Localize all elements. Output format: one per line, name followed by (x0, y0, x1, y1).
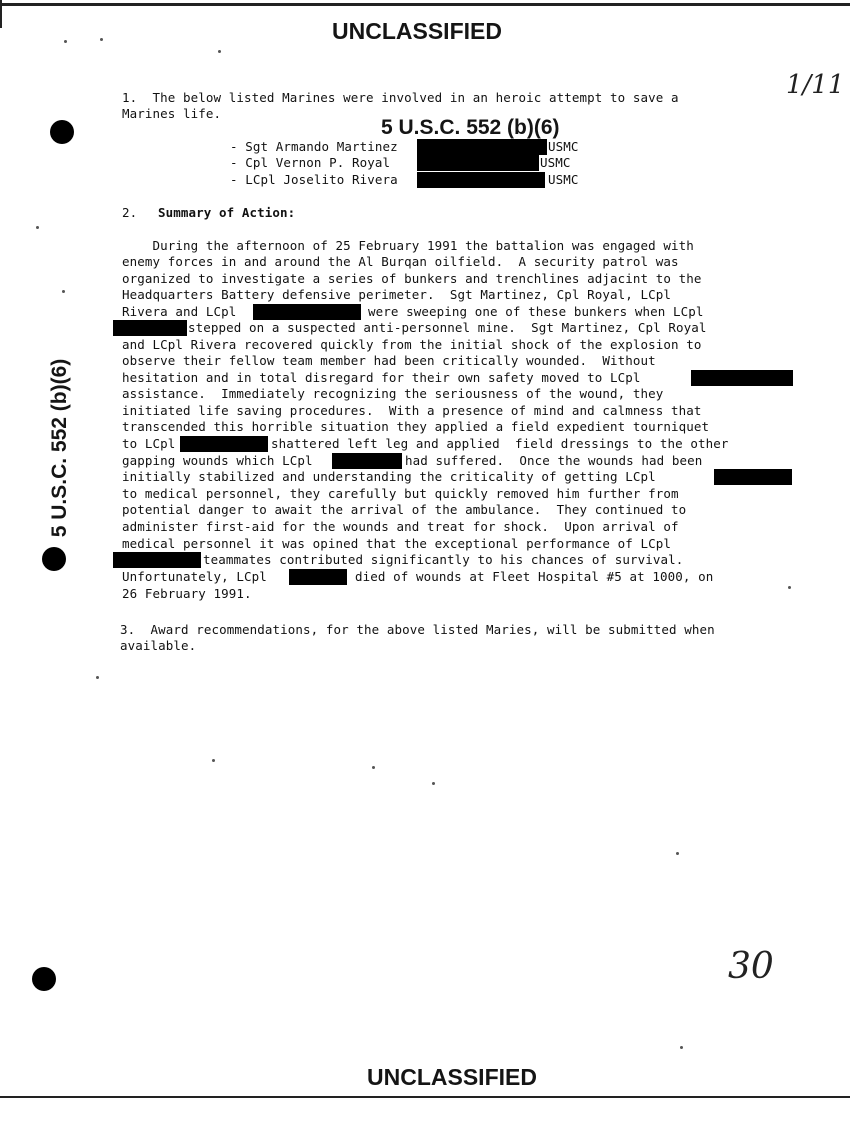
speck (36, 226, 39, 229)
body-line: enemy forces in and around the Al Burqan oilfield. A security patrol was (122, 254, 679, 271)
speck (680, 1046, 683, 1049)
speck (788, 586, 791, 589)
body-line: Rivera and LCpl (122, 304, 236, 321)
paragraph-3-line: available. (120, 638, 196, 655)
body-line: organized to investigate a series of bunkers and trenchlines adjacint to the (122, 271, 702, 288)
body-line: During the afternoon of 25 February 1991 the battalion was engaged with (122, 238, 694, 255)
redaction-block (332, 453, 402, 469)
speck (218, 50, 221, 53)
paragraph-1-line: Marines life. (122, 106, 221, 123)
speck (100, 38, 103, 41)
speck (432, 782, 435, 785)
heading-text: Summary of Action: (158, 205, 295, 222)
redaction-block (417, 139, 547, 155)
body-line: assistance. Immediately recognizing the seriousness of the wound, they (122, 386, 663, 403)
body-line: to medical personnel, they carefully but quickly removed him further from (122, 486, 679, 503)
header-classification: UNCLASSIFIED (0, 18, 834, 45)
body-line: medical personnel it was opined that the exceptional performance of LCpl (122, 536, 671, 553)
center-exemption-stamp: 5 U.S.C. 552 (b)(6) (381, 116, 560, 140)
marine-service: USMC (548, 139, 579, 156)
body-line: potential danger to await the arrival of the ambulance. They continued to (122, 502, 686, 519)
body-line: had suffered. Once the wounds had been (405, 453, 702, 470)
redaction-block (289, 569, 347, 585)
body-line: were sweeping one of these bunkers when LCpl (368, 304, 704, 321)
speck (372, 766, 375, 769)
speck (62, 290, 65, 293)
body-line: Unfortunately, LCpl (122, 569, 267, 586)
speck (212, 759, 215, 762)
bottom-border-line (0, 1096, 850, 1098)
redaction-block (417, 155, 539, 171)
body-line: stepped on a suspected anti-personnel mine. Sgt Martinez, Cpl Royal (188, 320, 707, 337)
heading-number: 2. (122, 205, 137, 222)
body-line: Headquarters Battery defensive perimeter. Sgt Martinez, Cpl Royal, LCpl (122, 287, 671, 304)
marine-service: USMC (548, 172, 579, 189)
handwritten-page-fraction: 1/11 (786, 70, 844, 100)
marine-name: - Sgt Armando Martinez (230, 139, 398, 156)
speck (96, 676, 99, 679)
paragraph-1-line: 1. The below listed Marines were involved in an heroic attempt to save a (122, 90, 679, 107)
redaction-block (691, 370, 793, 386)
body-line: 26 February 1991. (122, 586, 252, 603)
left-border-line (0, 0, 2, 28)
paragraph-2-body (0, 297, 850, 1073)
body-line: administer first-aid for the wounds and treat for shock. Upon arrival of (122, 519, 679, 536)
marine-name: - Cpl Vernon P. Royal (230, 155, 390, 172)
punch-hole-top (50, 120, 74, 144)
body-line: to LCpl (122, 436, 175, 453)
side-exemption-stamp: 5 U.S.C. 552 (b)(6) (48, 318, 72, 578)
punch-hole-bottom (32, 967, 56, 991)
body-line: initially stabilized and understanding the criticality of getting LCpl (122, 469, 656, 486)
redaction-block (417, 172, 545, 188)
speck (64, 40, 67, 43)
redaction-block (180, 436, 268, 452)
body-line: gapping wounds which LCpl (122, 453, 313, 470)
speck (676, 852, 679, 855)
redaction-block (113, 320, 187, 336)
top-border-line (0, 3, 850, 6)
redaction-block (253, 304, 361, 320)
redaction-block (714, 469, 792, 485)
redaction-block (113, 552, 201, 568)
body-line: teammates contributed significantly to his chances of survival. (203, 552, 683, 569)
footer-classification: UNCLASSIFIED (0, 1064, 850, 1091)
marine-service: USMC (540, 155, 571, 172)
body-line: hesitation and in total disregard for their own safety moved to LCpl (122, 370, 641, 387)
body-line: died of wounds at Fleet Hospital #5 at 1000, on (355, 569, 713, 586)
body-line: shattered left leg and applied field dressings to the other (271, 436, 729, 453)
body-line: and LCpl Rivera recovered quickly from the initial shock of the explosion to (122, 337, 702, 354)
handwritten-page-number: 30 (728, 946, 774, 987)
marine-name: - LCpl Joselito Rivera (230, 172, 398, 189)
body-line: observe their fellow team member had been critically wounded. Without (122, 353, 656, 370)
body-line: transcended this horrible situation they applied a field expedient tourniquet (122, 419, 709, 436)
paragraph-3-line: 3. Award recommendations, for the above listed Maries, will be submitted when (120, 622, 715, 639)
body-line: initiated life saving procedures. With a presence of mind and calmness that (122, 403, 702, 420)
